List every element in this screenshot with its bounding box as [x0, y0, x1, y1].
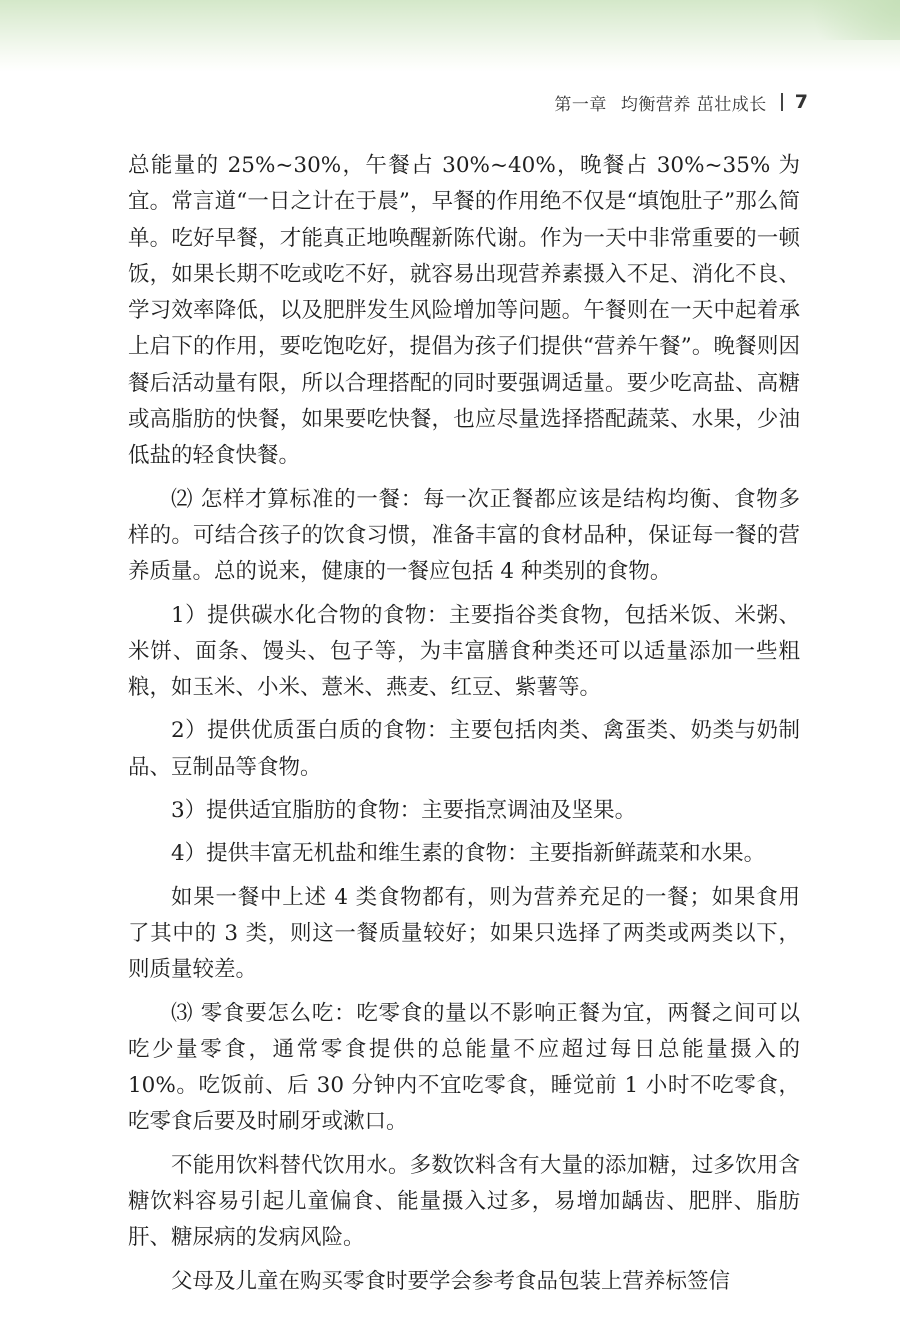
list-item-fat: 3）提供适宜脂肪的食物：主要指烹调油及坚果。	[171, 798, 637, 824]
header-decoration-curve	[780, 0, 900, 40]
list-item-carbohydrate: 1）提供碳水化合物的食物：主要指谷类食物，包括米饭、米粥、米饼、面条、馒头、包子等，为丰富膳食种类还可以适量添加一些粗粮，如玉米、小米、薏米、燕麦、红豆、紫薯等。	[128, 602, 800, 701]
paragraph-standard-meal: ⑵ 怎样才算标准的一餐：每一次正餐都应该是结构均衡、食物多样的。可结合孩子的饮食习惯，准备丰富的食材品种，保证每一餐的营养质量。总的说来，健康的一餐应包括 4 种类别的食物。	[128, 486, 800, 585]
list-item-minerals-vitamins: 4）提供丰富无机盐和维生素的食物：主要指新鲜蔬菜和水果。	[171, 841, 766, 867]
running-head	[554, 91, 808, 113]
paragraph-nutrition-labels: 父母及儿童在购买零食时要学会参考食品包装上营养标签信	[171, 1268, 731, 1294]
paragraph-meal-quality: 如果一餐中上述 4 类食物都有，则为营养充足的一餐；如果食用了其中的 3 类，则这一餐质量较好；如果只选择了两类或两类以下，则质量较差。	[128, 884, 800, 983]
paragraph-beverages: 不能用饮料替代饮用水。多数饮料含有大量的添加糖，过多饮用含糖饮料容易引起儿童偏食、能量摄入过多，易增加龋齿、肥胖、脂肪肝、糖尿病的发病风险。	[128, 1152, 800, 1251]
paragraph-snacks: ⑶ 零食要怎么吃：吃零食的量以不影响正餐为宜，两餐之间可以吃少量零食，通常零食提供的总能量不应超过每日总能量摄入的 10%。吃饭前、后 30 分钟内不宜吃零食，睡觉前 1 小时不吃零食，吃零食后要及时刷牙或漱口。	[128, 1000, 800, 1135]
chapter-label: 第一章	[554, 94, 607, 115]
body-text	[128, 148, 800, 1307]
paragraph-meal-energy: 总能量的 25%~30%，午餐占 30%~40%，晚餐占 30%~35% 为宜。常言道“一日之计在于晨”，早餐的作用绝不仅是“填饱肚子”那么简单。吃好早餐，才能真正地唤醒新陈代谢。作为一天中非常重要的一顿饭，如果长期不吃或吃不好，就容易出现营养素摄入不足、消化不良、学习效率降低，以及肥胖发生风险增加等问题。午餐则在一天中起着承上启下的作用，要吃饱吃好，提倡为孩子们提供“营养午餐”。晚餐则因餐后活动量有限，所以合理搭配的同时要强调适量。要少吃高盐、高糖或高脂肪的快餐，如果要吃快餐，也应尽量选择搭配蔬菜、水果，少油低盐的轻食快餐。	[128, 153, 800, 469]
page-number: 7	[794, 91, 808, 113]
header-divider	[781, 93, 783, 111]
chapter-title: 均衡营养 茁壮成长	[620, 94, 767, 115]
list-item-protein: 2）提供优质蛋白质的食物：主要包括肉类、禽蛋类、奶类与奶制品、豆制品等食物。	[128, 718, 800, 780]
header-decoration-band	[0, 0, 900, 72]
